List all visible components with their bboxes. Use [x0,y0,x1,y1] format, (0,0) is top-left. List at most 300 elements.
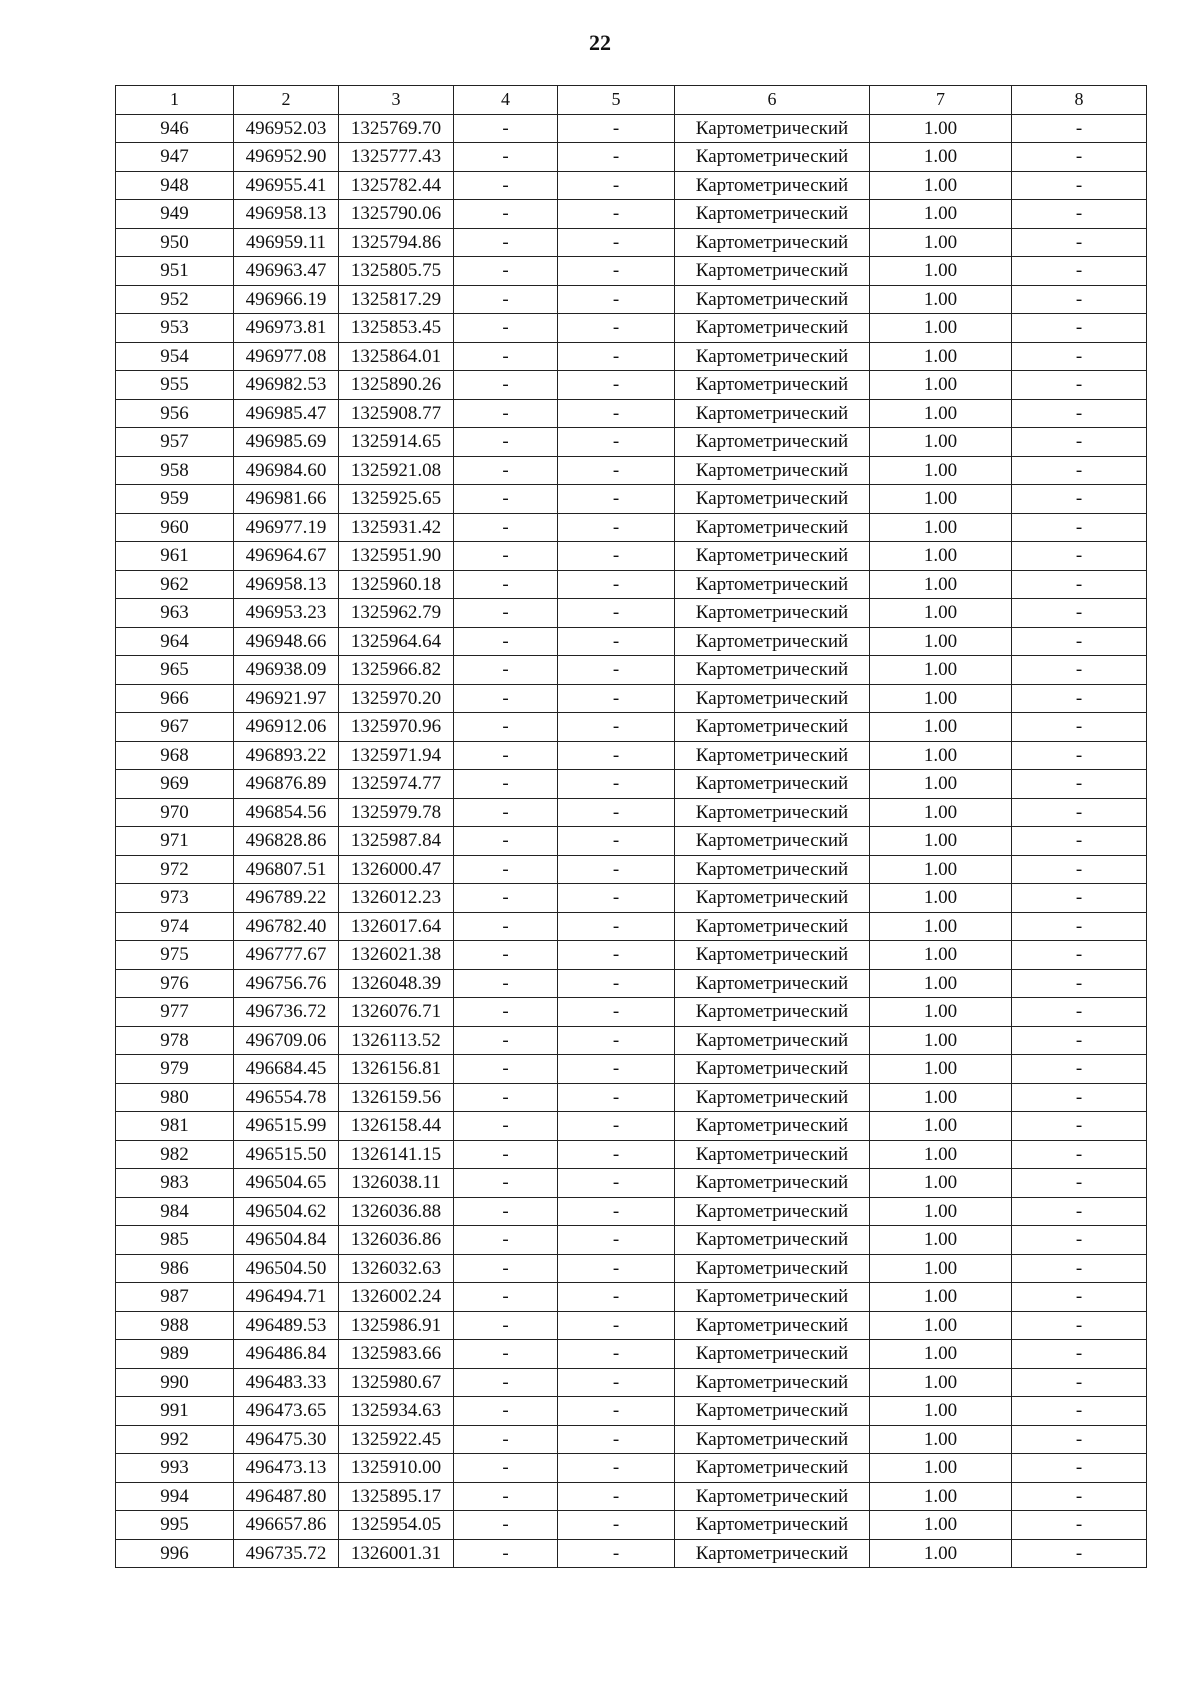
cell-point-number: 965 [116,656,234,685]
cell-col-8: - [1012,1283,1147,1312]
coordinates-table [115,85,1147,1568]
cell-col-4: - [454,798,558,827]
cell-col-4: - [454,941,558,970]
cell-col-4: - [454,171,558,200]
cell-point-number: 968 [116,741,234,770]
cell-col-8: - [1012,371,1147,400]
cell-col-8: - [1012,713,1147,742]
cell-coord-y: 1326156.81 [339,1055,454,1084]
cell-col-5: - [558,1026,675,1055]
cell-col-8: - [1012,428,1147,457]
table-row [116,884,1147,913]
table-row [116,1140,1147,1169]
cell-accuracy: 1.00 [870,1368,1012,1397]
cell-coord-y: 1325974.77 [339,770,454,799]
cell-accuracy: 1.00 [870,257,1012,286]
cell-method: Картометрический [675,884,870,913]
table-row [116,1539,1147,1568]
cell-col-8: - [1012,1083,1147,1112]
cell-accuracy: 1.00 [870,399,1012,428]
cell-accuracy: 1.00 [870,884,1012,913]
cell-col-4: - [454,513,558,542]
cell-point-number: 978 [116,1026,234,1055]
cell-coord-x: 496515.99 [234,1112,339,1141]
table-row [116,1026,1147,1055]
cell-col-8: - [1012,1425,1147,1454]
cell-col-8: - [1012,399,1147,428]
cell-col-4: - [454,428,558,457]
cell-col-5: - [558,941,675,970]
cell-method: Картометрический [675,1397,870,1426]
cell-coord-x: 496504.50 [234,1254,339,1283]
cell-col-4: - [454,1055,558,1084]
cell-col-5: - [558,171,675,200]
cell-col-8: - [1012,1055,1147,1084]
cell-coord-y: 1326048.39 [339,969,454,998]
cell-col-4: - [454,456,558,485]
cell-coord-x: 496982.53 [234,371,339,400]
cell-accuracy: 1.00 [870,228,1012,257]
cell-col-4: - [454,770,558,799]
cell-point-number: 995 [116,1511,234,1540]
cell-coord-y: 1326012.23 [339,884,454,913]
cell-col-5: - [558,485,675,514]
cell-col-4: - [454,599,558,628]
table-row [116,627,1147,656]
table-row [116,399,1147,428]
cell-col-8: - [1012,1454,1147,1483]
cell-col-8: - [1012,855,1147,884]
table-row [116,713,1147,742]
cell-col-8: - [1012,827,1147,856]
table-row [116,257,1147,286]
cell-method: Картометрический [675,143,870,172]
cell-accuracy: 1.00 [870,1055,1012,1084]
cell-col-8: - [1012,798,1147,827]
cell-col-8: - [1012,1197,1147,1226]
table-row [116,998,1147,1027]
cell-col-4: - [454,627,558,656]
table-row [116,1169,1147,1198]
cell-accuracy: 1.00 [870,1425,1012,1454]
cell-col-5: - [558,1511,675,1540]
cell-accuracy: 1.00 [870,1397,1012,1426]
cell-coord-x: 496959.11 [234,228,339,257]
cell-col-8: - [1012,542,1147,571]
cell-col-8: - [1012,741,1147,770]
cell-accuracy: 1.00 [870,827,1012,856]
cell-col-4: - [454,741,558,770]
cell-coord-y: 1326113.52 [339,1026,454,1055]
cell-method: Картометрический [675,684,870,713]
cell-coord-y: 1326032.63 [339,1254,454,1283]
cell-point-number: 969 [116,770,234,799]
cell-coord-x: 496977.19 [234,513,339,542]
cell-col-8: - [1012,257,1147,286]
cell-col-5: - [558,143,675,172]
cell-col-5: - [558,827,675,856]
cell-point-number: 960 [116,513,234,542]
cell-coord-x: 496504.65 [234,1169,339,1198]
cell-coord-x: 496504.62 [234,1197,339,1226]
cell-point-number: 967 [116,713,234,742]
cell-col-4: - [454,342,558,371]
cell-method: Картометрический [675,599,870,628]
cell-coord-x: 496515.50 [234,1140,339,1169]
cell-col-4: - [454,399,558,428]
cell-col-4: - [454,371,558,400]
table-row [116,1340,1147,1369]
cell-accuracy: 1.00 [870,371,1012,400]
cell-coord-y: 1326038.11 [339,1169,454,1198]
cell-col-5: - [558,1454,675,1483]
cell-coord-x: 496807.51 [234,855,339,884]
cell-col-5: - [558,798,675,827]
cell-point-number: 962 [116,570,234,599]
cell-col-5: - [558,770,675,799]
cell-coord-y: 1325983.66 [339,1340,454,1369]
cell-accuracy: 1.00 [870,1283,1012,1312]
cell-coord-y: 1326159.56 [339,1083,454,1112]
cell-point-number: 975 [116,941,234,970]
cell-method: Картометрический [675,770,870,799]
cell-col-4: - [454,228,558,257]
cell-method: Картометрический [675,513,870,542]
cell-point-number: 990 [116,1368,234,1397]
cell-col-8: - [1012,1511,1147,1540]
table-row [116,314,1147,343]
cell-point-number: 987 [116,1283,234,1312]
cell-col-8: - [1012,1368,1147,1397]
cell-method: Картометрический [675,1169,870,1198]
cell-coord-x: 496475.30 [234,1425,339,1454]
cell-col-4: - [454,314,558,343]
column-header-3: 3 [339,86,454,115]
cell-method: Картометрический [675,1197,870,1226]
table-row [116,1397,1147,1426]
table-row [116,1482,1147,1511]
cell-accuracy: 1.00 [870,1169,1012,1198]
cell-col-8: - [1012,314,1147,343]
cell-method: Картометрический [675,485,870,514]
cell-coord-x: 496473.13 [234,1454,339,1483]
cell-point-number: 991 [116,1397,234,1426]
cell-coord-y: 1325817.29 [339,285,454,314]
cell-coord-x: 496952.03 [234,114,339,143]
cell-point-number: 985 [116,1226,234,1255]
table-row [116,1425,1147,1454]
cell-col-4: - [454,542,558,571]
cell-col-4: - [454,1140,558,1169]
cell-col-4: - [454,1482,558,1511]
cell-accuracy: 1.00 [870,456,1012,485]
cell-col-8: - [1012,1254,1147,1283]
cell-method: Картометрический [675,912,870,941]
cell-method: Картометрический [675,1511,870,1540]
cell-coord-x: 496554.78 [234,1083,339,1112]
cell-accuracy: 1.00 [870,1539,1012,1568]
cell-method: Картометрический [675,314,870,343]
cell-accuracy: 1.00 [870,314,1012,343]
cell-col-8: - [1012,228,1147,257]
cell-accuracy: 1.00 [870,1482,1012,1511]
cell-col-8: - [1012,627,1147,656]
cell-col-8: - [1012,200,1147,229]
cell-col-4: - [454,1511,558,1540]
cell-coord-x: 496981.66 [234,485,339,514]
cell-coord-x: 496709.06 [234,1026,339,1055]
cell-coord-x: 496483.33 [234,1368,339,1397]
cell-accuracy: 1.00 [870,570,1012,599]
table-body [116,114,1147,1568]
cell-coord-y: 1325962.79 [339,599,454,628]
cell-col-8: - [1012,1140,1147,1169]
cell-point-number: 989 [116,1340,234,1369]
cell-col-4: - [454,143,558,172]
cell-coord-x: 496504.84 [234,1226,339,1255]
cell-method: Картометрический [675,941,870,970]
cell-col-5: - [558,1425,675,1454]
cell-accuracy: 1.00 [870,1026,1012,1055]
cell-col-5: - [558,1083,675,1112]
cell-col-4: - [454,1226,558,1255]
table-row [116,428,1147,457]
table-row [116,542,1147,571]
cell-coord-y: 1325925.65 [339,485,454,514]
cell-col-8: - [1012,884,1147,913]
cell-point-number: 970 [116,798,234,827]
cell-col-8: - [1012,171,1147,200]
cell-col-4: - [454,1311,558,1340]
cell-accuracy: 1.00 [870,627,1012,656]
cell-col-8: - [1012,1311,1147,1340]
cell-col-4: - [454,969,558,998]
cell-point-number: 982 [116,1140,234,1169]
cell-accuracy: 1.00 [870,855,1012,884]
table-row [116,855,1147,884]
cell-coord-y: 1325864.01 [339,342,454,371]
cell-col-4: - [454,485,558,514]
cell-col-5: - [558,1055,675,1084]
cell-method: Картометрический [675,1254,870,1283]
cell-col-4: - [454,1083,558,1112]
cell-col-5: - [558,342,675,371]
cell-point-number: 988 [116,1311,234,1340]
column-header-1: 1 [116,86,234,115]
table-row [116,456,1147,485]
cell-coord-y: 1325951.90 [339,542,454,571]
cell-accuracy: 1.00 [870,513,1012,542]
cell-coord-y: 1325960.18 [339,570,454,599]
cell-col-5: - [558,1283,675,1312]
cell-col-5: - [558,969,675,998]
cell-point-number: 984 [116,1197,234,1226]
cell-accuracy: 1.00 [870,1511,1012,1540]
cell-method: Картометрический [675,1283,870,1312]
cell-col-5: - [558,1368,675,1397]
cell-point-number: 981 [116,1112,234,1141]
cell-coord-y: 1325971.94 [339,741,454,770]
cell-coord-y: 1325805.75 [339,257,454,286]
cell-col-5: - [558,1197,675,1226]
cell-method: Картометрический [675,570,870,599]
cell-point-number: 963 [116,599,234,628]
cell-coord-x: 496958.13 [234,200,339,229]
cell-point-number: 983 [116,1169,234,1198]
cell-col-5: - [558,285,675,314]
cell-point-number: 980 [116,1083,234,1112]
cell-col-4: - [454,1283,558,1312]
cell-col-8: - [1012,969,1147,998]
cell-col-5: - [558,570,675,599]
cell-col-5: - [558,1112,675,1141]
table-row [116,941,1147,970]
cell-coord-y: 1325895.17 [339,1482,454,1511]
cell-point-number: 951 [116,257,234,286]
cell-coord-x: 496958.13 [234,570,339,599]
cell-method: Картометрический [675,342,870,371]
cell-accuracy: 1.00 [870,770,1012,799]
cell-coord-x: 496828.86 [234,827,339,856]
cell-coord-y: 1326076.71 [339,998,454,1027]
cell-accuracy: 1.00 [870,171,1012,200]
column-header-7: 7 [870,86,1012,115]
cell-col-8: - [1012,912,1147,941]
cell-coord-x: 496876.89 [234,770,339,799]
cell-point-number: 961 [116,542,234,571]
cell-coord-x: 496984.60 [234,456,339,485]
cell-method: Картометрический [675,114,870,143]
cell-point-number: 966 [116,684,234,713]
cell-col-5: - [558,599,675,628]
cell-coord-x: 496657.86 [234,1511,339,1540]
cell-coord-x: 496756.76 [234,969,339,998]
cell-coord-x: 496963.47 [234,257,339,286]
cell-point-number: 974 [116,912,234,941]
cell-col-8: - [1012,941,1147,970]
cell-col-8: - [1012,513,1147,542]
cell-coord-y: 1326001.31 [339,1539,454,1568]
cell-col-4: - [454,257,558,286]
cell-method: Картометрический [675,542,870,571]
table-row [116,969,1147,998]
cell-col-4: - [454,1454,558,1483]
cell-col-5: - [558,684,675,713]
cell-accuracy: 1.00 [870,485,1012,514]
cell-col-5: - [558,257,675,286]
column-header-5: 5 [558,86,675,115]
cell-accuracy: 1.00 [870,1226,1012,1255]
cell-coord-x: 496955.41 [234,171,339,200]
table-row [116,143,1147,172]
cell-accuracy: 1.00 [870,1454,1012,1483]
cell-coord-x: 496487.80 [234,1482,339,1511]
cell-method: Картометрический [675,1140,870,1169]
cell-coord-y: 1326000.47 [339,855,454,884]
cell-col-4: - [454,912,558,941]
cell-accuracy: 1.00 [870,428,1012,457]
cell-coord-y: 1326141.15 [339,1140,454,1169]
cell-point-number: 954 [116,342,234,371]
cell-coord-y: 1325970.20 [339,684,454,713]
table-row [116,1055,1147,1084]
table-row [116,1112,1147,1141]
cell-col-8: - [1012,456,1147,485]
cell-col-5: - [558,713,675,742]
cell-method: Картометрический [675,371,870,400]
cell-col-5: - [558,884,675,913]
cell-method: Картометрический [675,1425,870,1454]
table-row [116,656,1147,685]
cell-method: Картометрический [675,1026,870,1055]
column-header-2: 2 [234,86,339,115]
cell-accuracy: 1.00 [870,1083,1012,1112]
cell-coord-y: 1326036.86 [339,1226,454,1255]
table-row [116,1311,1147,1340]
cell-method: Картометрический [675,428,870,457]
cell-col-5: - [558,399,675,428]
page-number: 22 [589,30,611,55]
cell-point-number: 953 [116,314,234,343]
cell-point-number: 949 [116,200,234,229]
cell-col-4: - [454,855,558,884]
cell-point-number: 996 [116,1539,234,1568]
cell-coord-x: 496948.66 [234,627,339,656]
cell-col-5: - [558,456,675,485]
column-header-6: 6 [675,86,870,115]
cell-col-8: - [1012,570,1147,599]
cell-coord-x: 496953.23 [234,599,339,628]
table-row [116,741,1147,770]
cell-col-4: - [454,656,558,685]
cell-method: Картометрический [675,1340,870,1369]
cell-col-4: - [454,1539,558,1568]
cell-col-8: - [1012,770,1147,799]
cell-point-number: 993 [116,1454,234,1483]
cell-col-4: - [454,827,558,856]
cell-method: Картометрический [675,827,870,856]
table-row [116,1368,1147,1397]
cell-col-4: - [454,200,558,229]
cell-method: Картометрический [675,171,870,200]
cell-coord-x: 496985.47 [234,399,339,428]
cell-col-4: - [454,1368,558,1397]
cell-coord-x: 496973.81 [234,314,339,343]
table-row [116,513,1147,542]
cell-col-8: - [1012,656,1147,685]
cell-col-4: - [454,1112,558,1141]
cell-method: Картометрический [675,969,870,998]
cell-accuracy: 1.00 [870,798,1012,827]
cell-coord-y: 1325914.65 [339,428,454,457]
cell-coord-x: 496494.71 [234,1283,339,1312]
cell-coord-y: 1325908.77 [339,399,454,428]
table-row [116,1083,1147,1112]
cell-col-4: - [454,684,558,713]
cell-coord-y: 1325986.91 [339,1311,454,1340]
cell-coord-x: 496854.56 [234,798,339,827]
cell-method: Картометрический [675,1539,870,1568]
cell-col-5: - [558,314,675,343]
cell-method: Картометрический [675,713,870,742]
cell-accuracy: 1.00 [870,1254,1012,1283]
cell-col-4: - [454,285,558,314]
cell-coord-y: 1325777.43 [339,143,454,172]
cell-point-number: 976 [116,969,234,998]
cell-coord-y: 1326002.24 [339,1283,454,1312]
cell-col-8: - [1012,1112,1147,1141]
table-row [116,228,1147,257]
